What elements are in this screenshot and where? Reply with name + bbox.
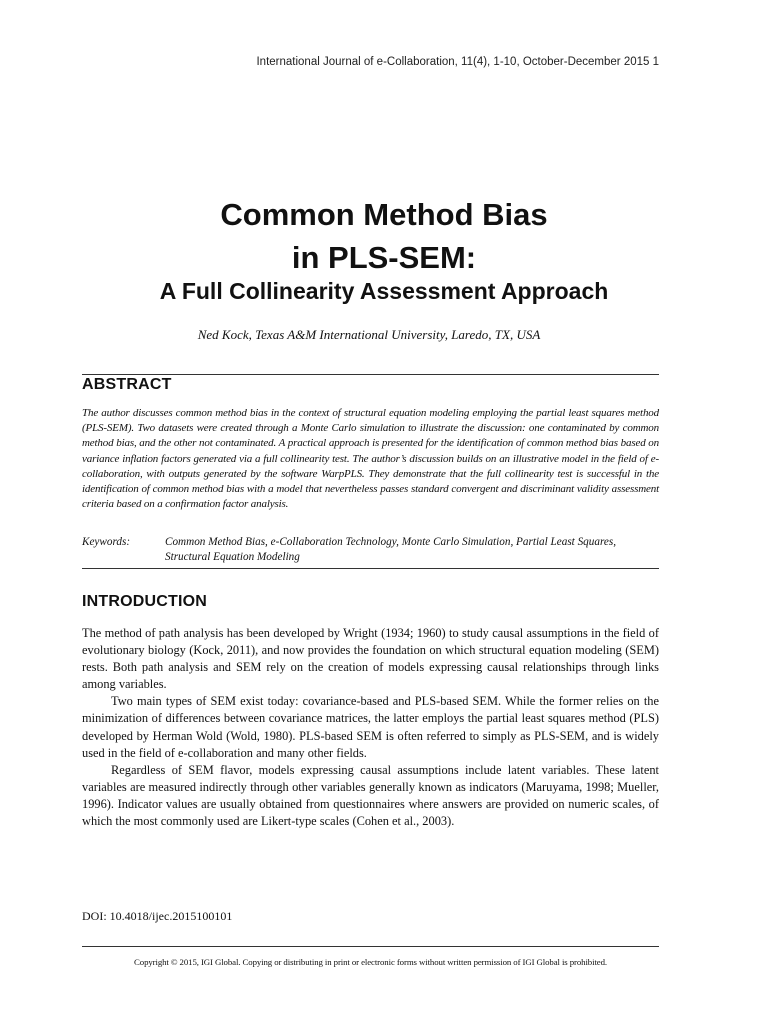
- keywords-value: Common Method Bias, e-Collaboration Technology, Monte Carlo Simulation, Partial Least Squares, Structural Equation Modeling: [165, 536, 617, 563]
- copyright-notice: Copyright © 2015, IGI Global. Copying or distributing in print or electronic forms without written permission of IGI Global is prohibited.: [134, 957, 607, 967]
- running-header: International Journal of e-Collaboration, 11(4), 1-10, October-December 2015 1: [256, 56, 659, 68]
- introduction-heading: INTRODUCTION: [82, 593, 208, 610]
- abstract-text: The author discusses common method bias in the context of structural equation modeling employing the partial least squares method (PLS-SEM). Two datasets were created through a Monte Carlo simulation to illustrate the discussion: one contaminated by common method bias, and the other not contaminated. A practical approach is presented for the identification of common method bias based on variance inflation factors generated via a full collinearity test. The author’s discussion builds on an illustrative model in the field of e-collaboration, with outputs generated by the software WarpPLS. They demonstrate that the full collinearity test is successful in the identification of common method bias with a model that nevertheless passes standard convergent and discriminant validity assessment criteria based on a confirmation factor analysis.: [82, 407, 659, 511]
- abstract-top-rule: [82, 374, 659, 375]
- paper-title-line-1: Common Method Bias: [220, 197, 548, 232]
- intro-paragraph: The method of path analysis has been developed by Wright (1934; 1960) to study causal assumptions in the field of evolutionary biology (Kock, 2011), and now provides the foundation on which structural equation modeling (SEM) rests. Both path analysis and SEM rely on the creation of models expressing causal relationships through links among variables.: [82, 626, 659, 692]
- author-affiliation: Ned Kock, Texas A&M International University, Laredo, TX, USA: [197, 327, 541, 342]
- paper-subtitle: A Full Collinearity Assessment Approach: [159, 278, 609, 304]
- abstract-heading: ABSTRACT: [82, 376, 172, 393]
- keywords-label: Keywords:: [82, 536, 131, 548]
- doi: DOI: 10.4018/ijec.2015100101: [82, 909, 233, 923]
- footer-rule: [82, 946, 659, 947]
- abstract-bottom-rule: [82, 568, 659, 569]
- introduction-body: [82, 625, 659, 830]
- intro-paragraph: Two main types of SEM exist today: covariance-based and PLS-based SEM. While the former relies on the minimization of differences between covariance matrices, the latter employs the partial least squares method (PLS) developed by Herman Wold (Wold, 1980). PLS-based SEM is often referred to simply as PLS-SEM, and is widely used in the field of e-collaboration and many other fields.: [82, 694, 659, 760]
- intro-paragraph: Regardless of SEM flavor, models expressing causal assumptions include latent variables. These latent variables are measured indirectly through other variables generally known as indicators (Maruyama, 1998; Mueller, 1996). Indicator values are usually obtained from questionnaires where answers are provided on numeric scales, of which the most commonly used are Likert-type scales (Cohen et al., 2003).: [82, 762, 659, 829]
- paper-title-line-2: in PLS-SEM:: [291, 240, 477, 275]
